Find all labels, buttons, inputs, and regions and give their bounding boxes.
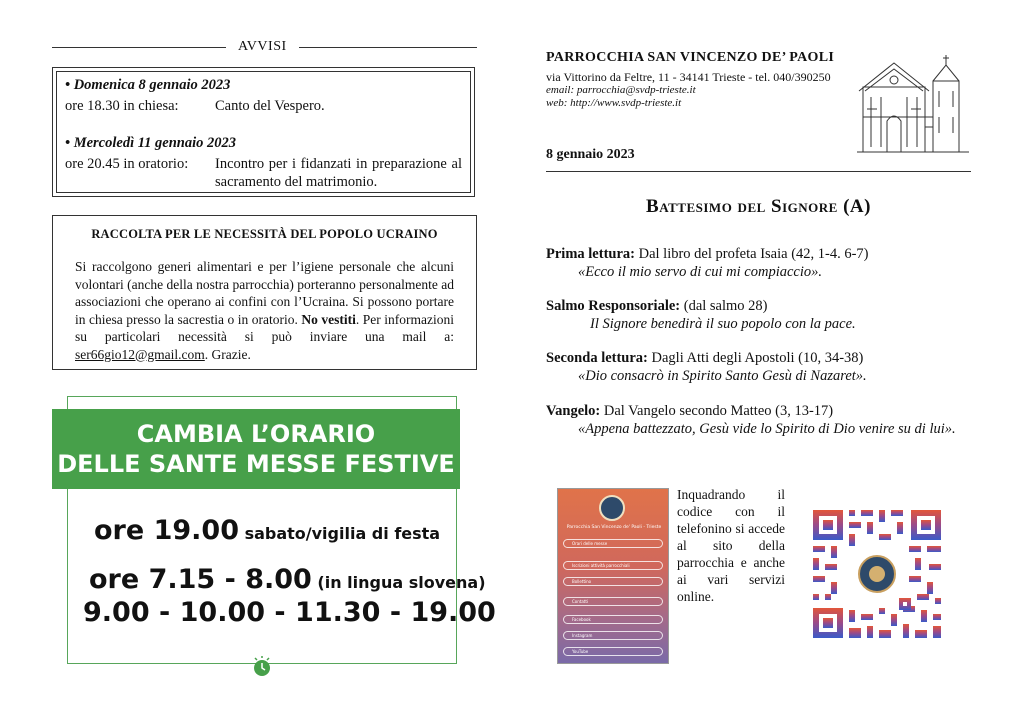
qr-code[interactable] [813, 510, 941, 638]
reading-ref: Dal Vangelo secondo Matteo (3, 13-17) [600, 403, 834, 419]
sunday-time-1: ore 7.15 - 8.00 [89, 564, 312, 595]
event-1 [65, 77, 462, 115]
reading-quote: «Dio consacrò in Spirito Santo Gesù di Nazaret». [578, 368, 867, 384]
parish-logo-icon [599, 495, 625, 521]
reading-quote: «Ecco il mio servo di cui mi compiaccio». [578, 264, 823, 280]
qr-instructions: Inquadrando il codice con il telefonino si accede al sito della parrocchia e anche ai vari servizi online. [677, 487, 785, 604]
reading-quote: Il Signore benedirà il suo popolo con la pace. [590, 316, 856, 332]
reading-1 [546, 245, 976, 281]
preview-title: Parrocchia San Vincenzo de' Paoli - Trieste [566, 525, 662, 530]
event-desc: Incontro per i fidanzati in preparazione al sacramento del matrimonio. [215, 156, 462, 190]
saturday-label: sabato/vigilia di festa [244, 524, 441, 543]
parish-web[interactable]: web: http://www.svdp-trieste.it [546, 97, 682, 109]
reading-2 [546, 349, 976, 385]
raccolta-text-2: . Per informazioni su particolari necessità si può inviare una mail a: [75, 311, 454, 344]
raccolta-body [75, 258, 454, 363]
avvisi-box [52, 67, 475, 197]
parish-email[interactable]: email: parrocchia@svdp-trieste.it [546, 84, 696, 96]
raccolta-box [52, 215, 477, 370]
preview-link: Instagram [563, 631, 663, 640]
mass-times-banner [52, 409, 460, 489]
event-time: ore 20.45 in oratorio: [65, 156, 189, 172]
sunday-mass-1 [89, 564, 486, 595]
reading-label: Vangelo: [546, 403, 601, 419]
avvisi-title: AVVISI [226, 39, 299, 55]
event-time: ore 18.30 in chiesa: [65, 98, 179, 114]
reading-label: Prima lettura: [546, 246, 635, 262]
saturday-time: ore 19.00 [94, 515, 239, 546]
church-illustration [853, 47, 971, 159]
preview-link: YouTube [563, 647, 663, 656]
event-2 [65, 135, 462, 191]
reading-ref: (dal salmo 28) [680, 298, 768, 314]
preview-link: Iscrizioni attività parrocchiali [563, 561, 663, 570]
reading-label: Salmo Responsoriale: [546, 298, 681, 314]
preview-link: Orari delle messe [563, 539, 663, 548]
bulletin-date: 8 gennaio 2023 [546, 147, 635, 162]
preview-link: Contatti [563, 597, 663, 606]
banner-line-2: DELLE SANTE MESSE FESTIVE [57, 450, 455, 478]
avvisi-box-inner [56, 71, 471, 193]
reading-quote: «Appena battezzato, Gesù vide lo Spirito di Dio venire su di lui». [578, 421, 956, 437]
parish-address: via Vittorino da Feltre, 11 - 34141 Trieste - tel. 040/390250 [546, 70, 831, 84]
reading-label: Seconda lettura: [546, 350, 648, 366]
raccolta-bold: No vestiti [301, 311, 356, 327]
header-rule [546, 171, 971, 172]
reading-psalm [546, 297, 976, 333]
banner-line-1: CAMBIA L’ORARIO [136, 420, 376, 448]
preview-link: Facebook [563, 615, 663, 624]
sunday-note: (in lingua slovena) [317, 573, 486, 592]
event-desc: Canto del Vespero. [215, 98, 325, 114]
parish-name: PARROCCHIA SAN VINCENZO DE’ PAOLI [546, 50, 835, 65]
website-preview-image [557, 488, 669, 664]
reading-ref: Dagli Atti degli Apostoli (10, 34-38) [647, 350, 864, 366]
reading-ref: Dal libro del profeta Isaia (42, 1-4. 6-7) [634, 246, 869, 262]
feast-title: Battesimo del Signore (A) [646, 196, 871, 217]
event-date: • Mercoledì 11 gennaio 2023 [65, 135, 237, 151]
saturday-mass [94, 515, 440, 546]
event-date: • Domenica 8 gennaio 2023 [65, 77, 231, 93]
raccolta-text-1: Si raccolgono generi alimentari e per l’igiene personale che alcuni volontari (anche della nostra parrocchia) porteranno personalmente ad associazioni che operano ai confini con l’Ucraina. Si possono portare in chiesa presso la sacrestia o in oratorio. [75, 259, 454, 327]
raccolta-thanks: . Grazie. [204, 346, 251, 362]
preview-link: Bollettino [563, 577, 663, 586]
raccolta-email-link[interactable]: ser66gio12@gmail.com [75, 346, 205, 362]
clock-icon [251, 655, 273, 677]
sunday-times-2: 9.00 - 10.00 - 11.30 - 19.00 [83, 597, 496, 628]
raccolta-title: RACCOLTA PER LE NECESSITÀ DEL POPOLO UCRAINO [91, 227, 438, 241]
reading-gospel [546, 402, 986, 438]
